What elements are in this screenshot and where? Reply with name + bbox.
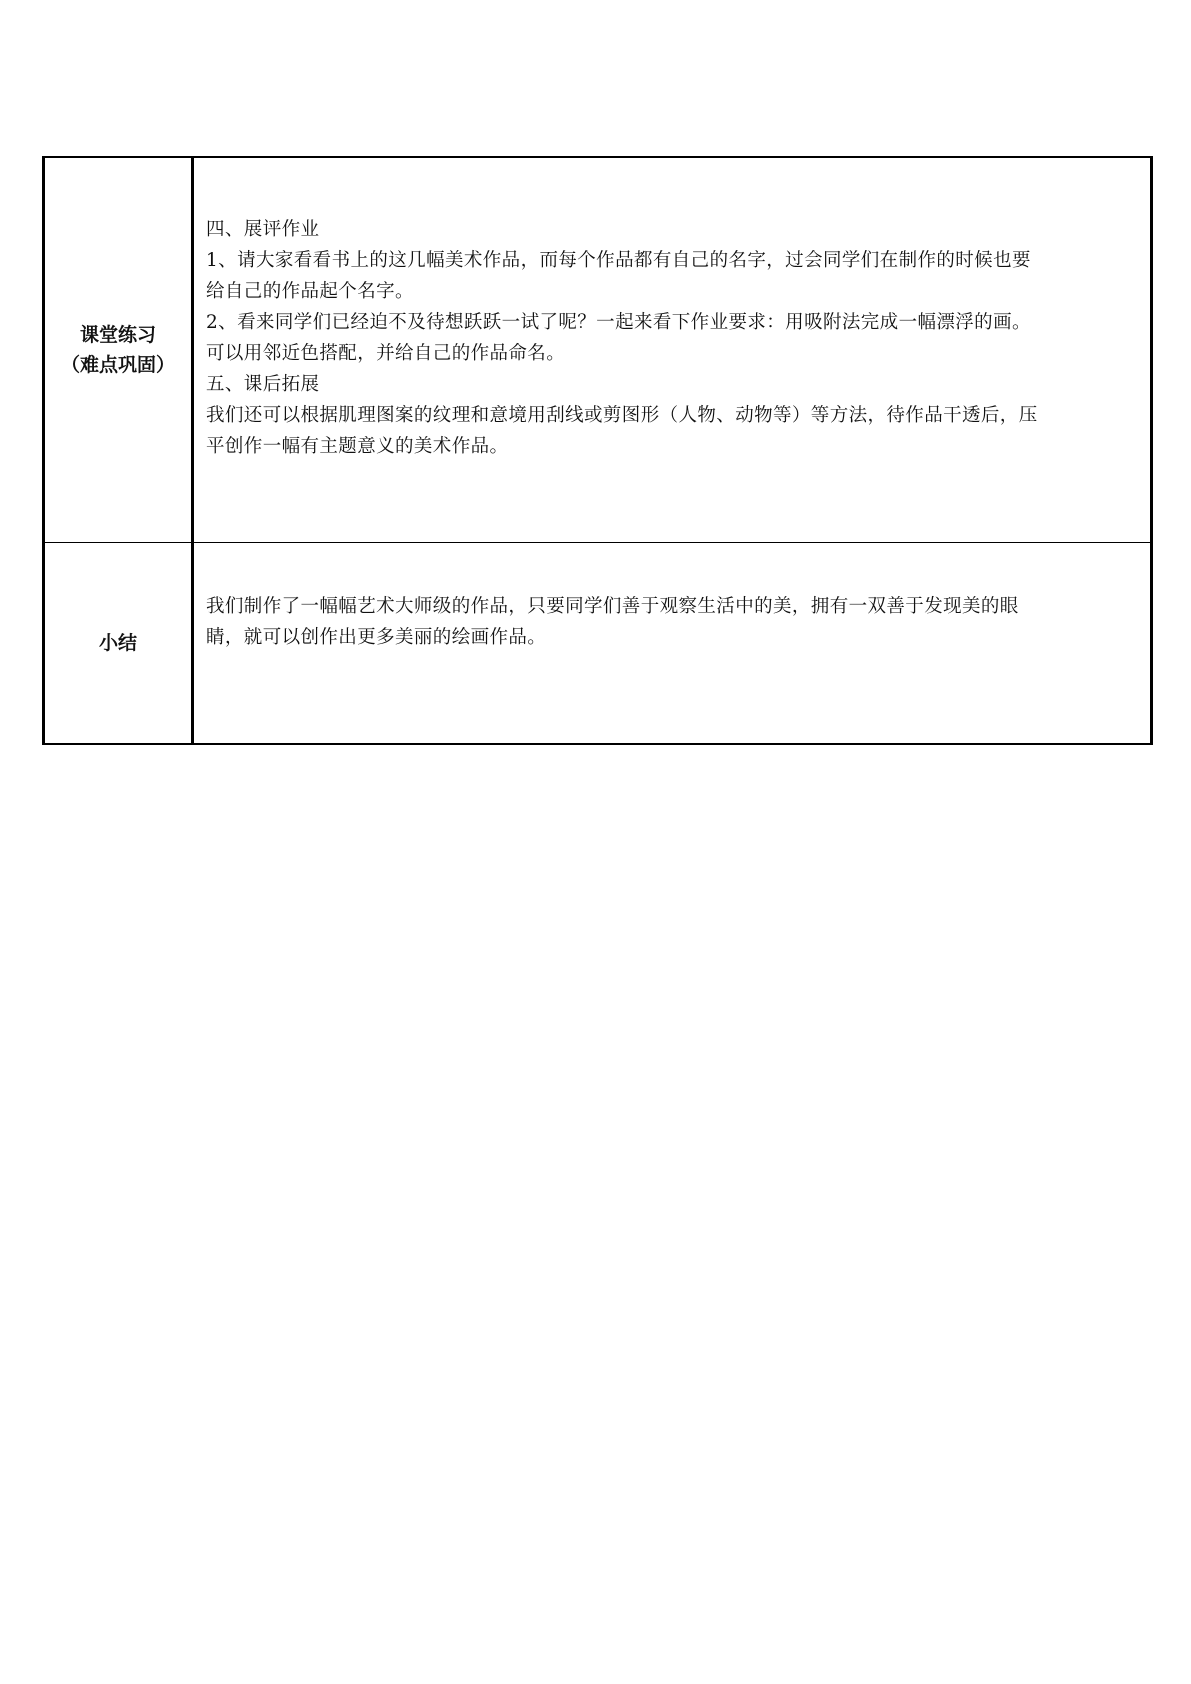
- row-label-title: 小结: [98, 631, 137, 654]
- section-heading-review: 四、展评作业: [206, 218, 320, 240]
- row-label-title: 课堂练习: [79, 323, 156, 346]
- table-row-summary: [44, 542, 1152, 744]
- paragraph-line: 睛，就可以创作出更多美丽的绘画作品。: [206, 626, 547, 648]
- practice-content-cell: [193, 157, 1152, 542]
- section-heading-extension: 五、课后拓展: [206, 373, 320, 395]
- row-label-subtitle: （难点巩固）: [60, 353, 175, 376]
- paragraph-line: 我们制作了一幅幅艺术大师级的作品，只要同学们善于观察生活中的美，拥有一双善于发现美的眼: [206, 595, 1019, 617]
- paragraph-line: 平创作一幅有主题意义的美术作品。: [206, 435, 509, 457]
- paragraph-line: 可以用邻近色搭配，并给自己的作品命名。: [206, 342, 566, 364]
- summary-content-cell: [193, 542, 1152, 744]
- practice-content: [206, 160, 1132, 540]
- paragraph-line: 2、看来同学们已经迫不及待想跃跃一试了呢？一起来看下作业要求：用吸附法完成一幅漂浮的画。: [206, 311, 1031, 333]
- paragraph-line: 1、请大家看看书上的这几幅美术作品，而每个作品都有自己的名字，过会同学们在制作的时候也要: [206, 249, 1031, 271]
- row-label-summary: [44, 542, 193, 744]
- summary-content: [206, 543, 1132, 743]
- lesson-plan-table: [42, 156, 1153, 745]
- paragraph-line: 给自己的作品起个名字。: [206, 280, 414, 302]
- paragraph-line: 我们还可以根据肌理图案的纹理和意境用刮线或剪图形（人物、动物等）等方法，待作品干透后，压: [206, 404, 1038, 426]
- row-label-classroom-practice: [44, 157, 193, 542]
- table-row-classroom-practice: [44, 157, 1152, 542]
